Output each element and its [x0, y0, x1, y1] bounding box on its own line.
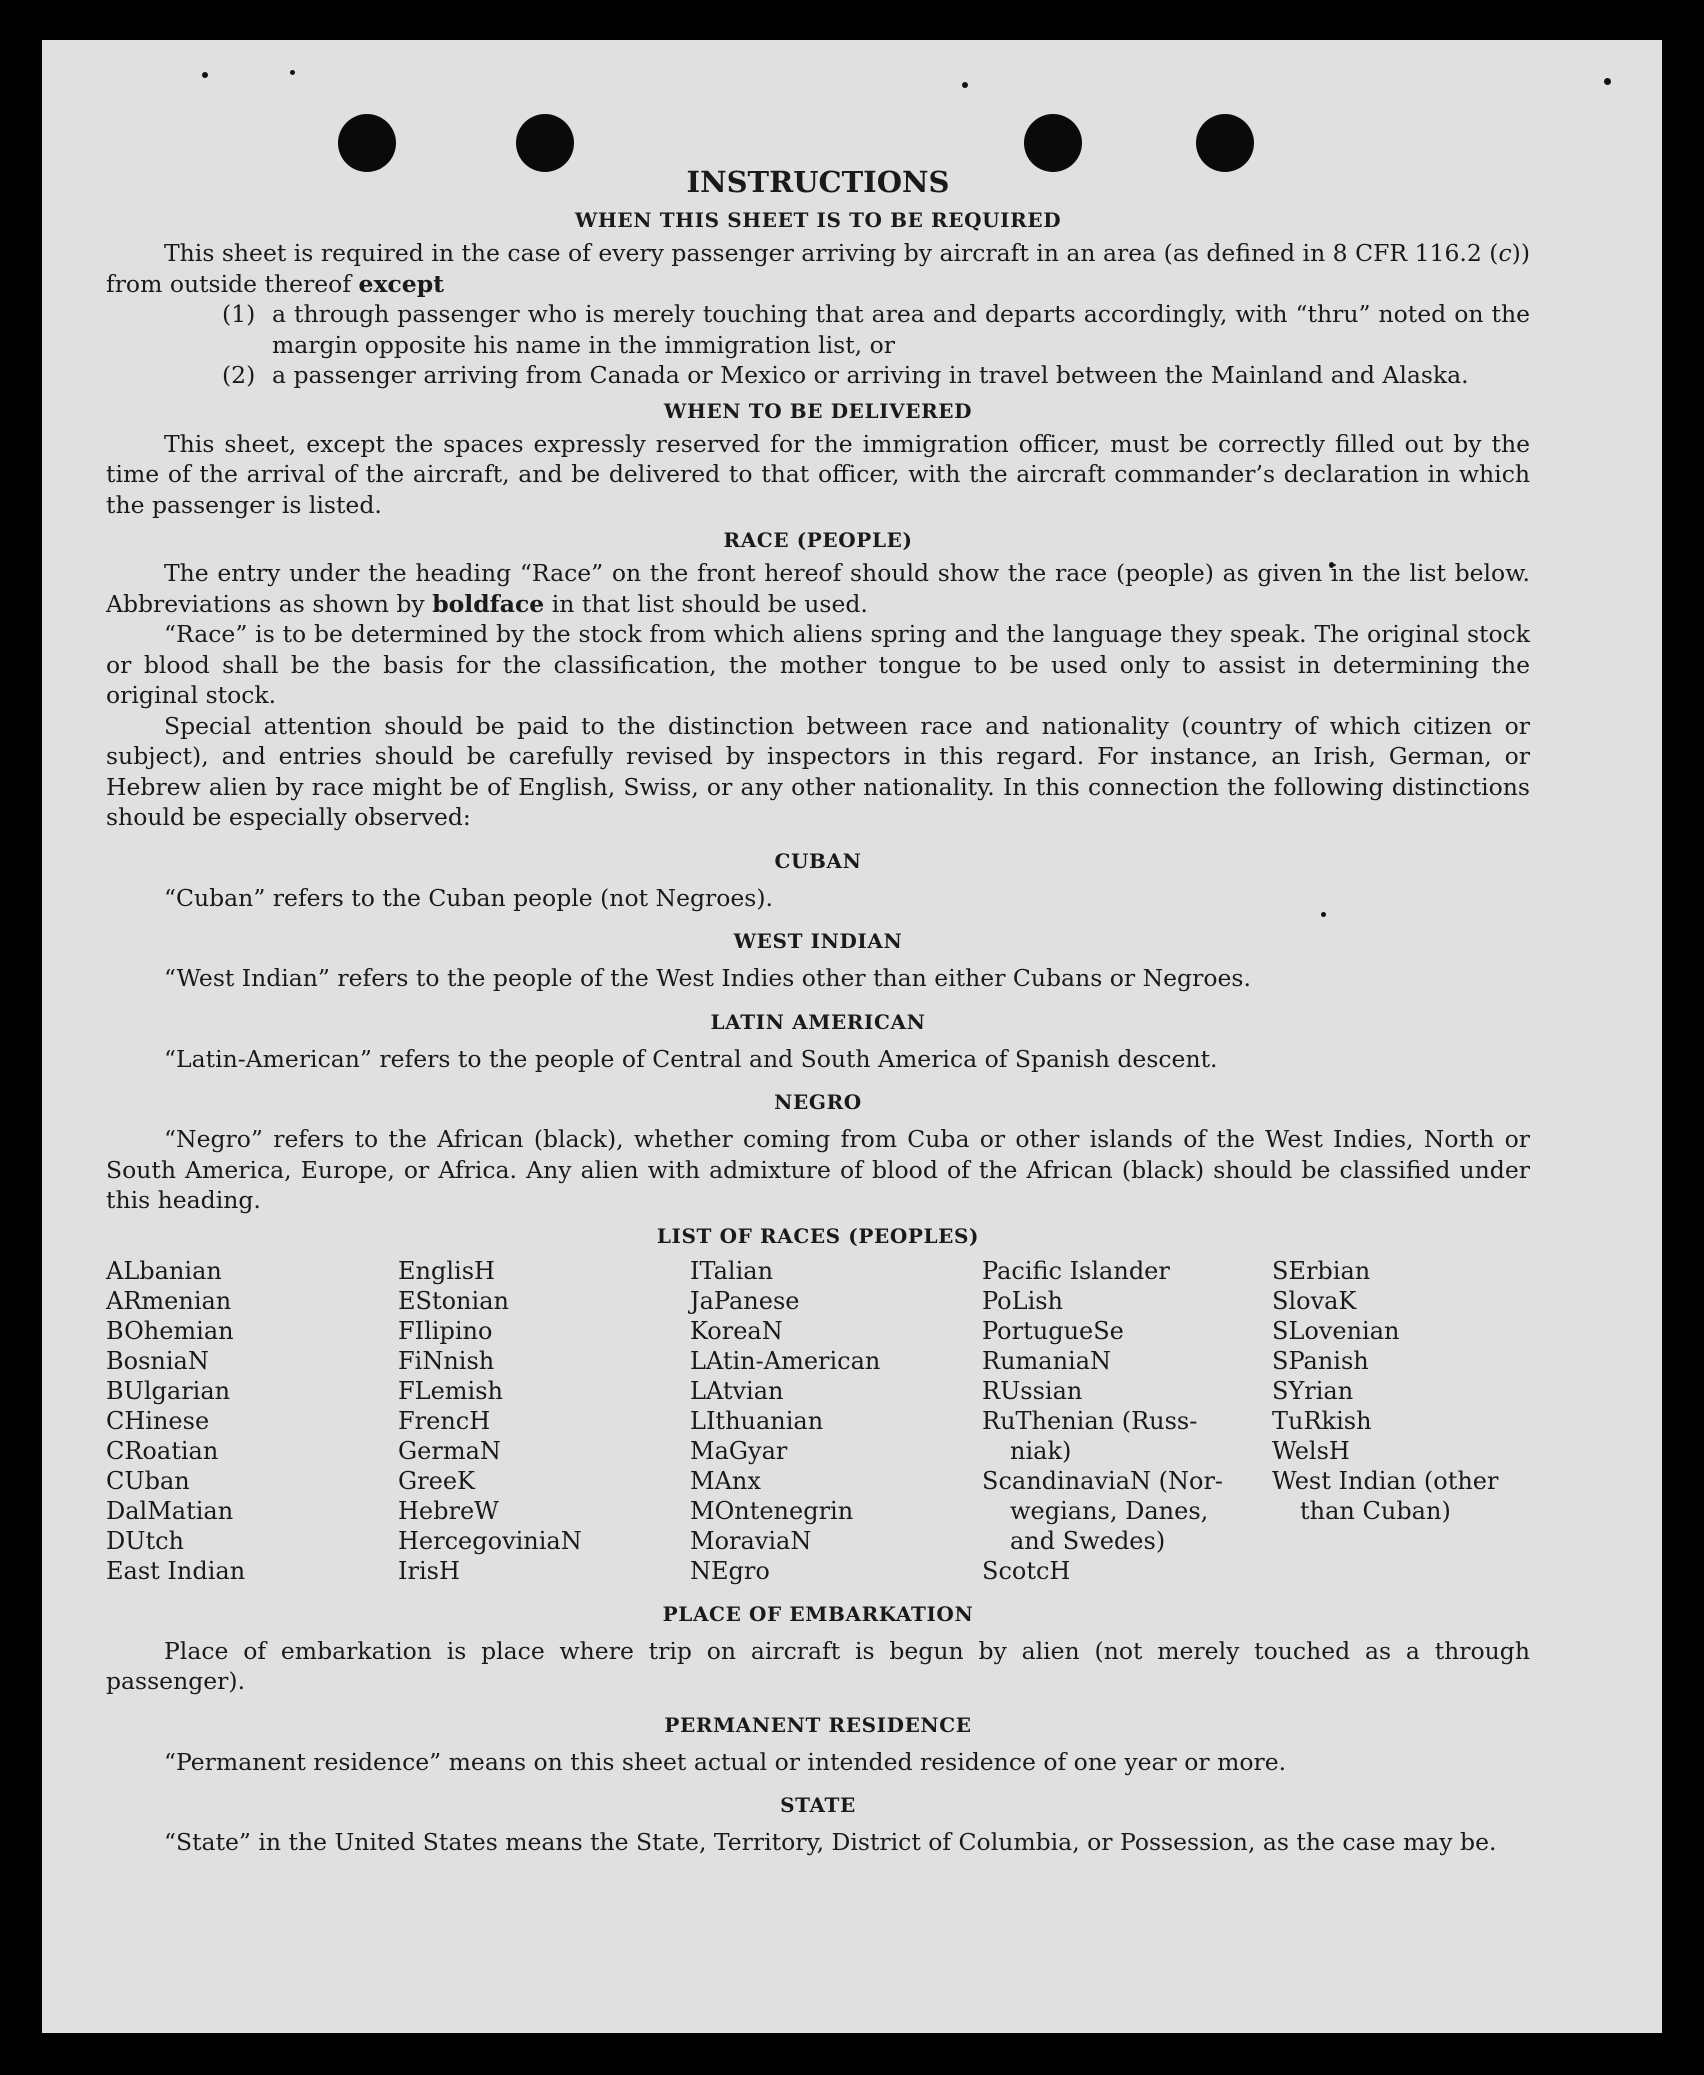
race-entry-continued: and Swedes) [1010, 1526, 1166, 1555]
race-entry: NEgro [690, 1556, 770, 1585]
section-heading-embarkation: PLACE OF EMBARKATION [662, 1601, 974, 1626]
race-entry: BosniaN [106, 1346, 209, 1375]
race-entry: ARmenian [106, 1286, 232, 1315]
section-heading-required: WHEN THIS SHEET IS TO BE REQUIRED [574, 208, 1062, 232]
race-entry: DUtch [106, 1526, 185, 1555]
section-heading-residence: PERMANENT RESIDENCE [664, 1712, 972, 1737]
delivered-text: This sheet, except the spaces expressly reserved for the immigration officer, must be correctly filled out by the time of the arrival of the aircraft, and be delivered to that officer, with the aircraft commander’s declaration in which the passenger is listed. [106, 429, 1530, 519]
race-entry: RuThenian (Russ- [982, 1406, 1198, 1435]
race-entry: LAtvian [690, 1376, 784, 1405]
race-entry: RUssian [982, 1376, 1083, 1405]
race-entry: EnglisH [398, 1256, 495, 1285]
race-entry: KoreaN [690, 1316, 783, 1345]
instructions-content [106, 164, 1530, 1858]
race-entry: IrisH [398, 1556, 460, 1585]
race-entry: DalMatian [106, 1496, 234, 1525]
section-heading-latin-american: LATIN AMERICAN [710, 1009, 926, 1034]
race-entry: GermaN [398, 1436, 501, 1465]
race-entry: LIthuanian [690, 1406, 824, 1435]
page-title: INSTRUCTIONS [686, 165, 950, 199]
race-entry: CHinese [106, 1406, 210, 1435]
race-entry: East Indian [106, 1556, 246, 1585]
races-column-5 [1272, 1256, 1522, 1586]
races-column-2 [398, 1256, 690, 1586]
section-heading-cuban: CUBAN [774, 848, 862, 873]
west-indian-text: “West Indian” refers to the people of the West Indies other than either Cubans or Negroes. [164, 964, 1251, 992]
race-entry: West Indian (other [1272, 1466, 1499, 1495]
race-entry: CUban [106, 1466, 190, 1495]
state-text: “State” in the United States means the State, Territory, District of Columbia, or Possession, as the case may be. [164, 1828, 1497, 1856]
races-column-1 [106, 1256, 398, 1586]
section-heading-list-of-races: LIST OF RACES (PEOPLES) [656, 1223, 980, 1248]
race-entry: SPanish [1272, 1346, 1369, 1375]
speck [202, 72, 208, 78]
race-entry: HercegoviniaN [398, 1526, 582, 1555]
race-entry: CRoatian [106, 1436, 219, 1465]
race-entry-continued: niak) [1010, 1436, 1072, 1465]
race-entry: FIlipino [398, 1316, 493, 1345]
race-entry: BUlgarian [106, 1376, 231, 1405]
race-entry: SErbian [1272, 1256, 1371, 1285]
race-entry: HebreW [398, 1496, 499, 1525]
race-entry: MaGyar [690, 1436, 788, 1465]
race-entry-continued: than Cuban) [1300, 1496, 1451, 1525]
race-entry: ITalian [690, 1256, 774, 1285]
section-heading-west-indian: WEST INDIAN [733, 929, 903, 953]
race-entry: SlovaK [1272, 1286, 1357, 1315]
race-entry: WelsH [1272, 1436, 1350, 1465]
latin-american-text: “Latin-American” refers to the people of Central and South America of Spanish descent. [164, 1044, 1218, 1073]
section-heading-state: STATE [780, 1793, 856, 1817]
race-entry: JaPanese [690, 1286, 800, 1315]
required-intro: This sheet is required in the case of every passenger arriving by aircraft in an area (as defined in 8 CFR 116.2 (c)) from outside thereof except [106, 239, 1530, 298]
speck [290, 70, 295, 75]
race-entry: MOntenegrin [690, 1496, 854, 1525]
race-entry: FiNnish [398, 1346, 495, 1375]
speck [1604, 78, 1611, 85]
race-entry: ALbanian [106, 1256, 222, 1285]
race-entry: ScandinaviaN (Nor- [982, 1466, 1224, 1495]
race-entry: SLovenian [1272, 1316, 1400, 1345]
race-entry: FrencH [398, 1406, 491, 1435]
race-paragraph-3: Special attention should be paid to the distinction between race and nationality (country of which citizen or subject), and entries should be carefully revised by inspectors in this regard. For instance, an Irish, German, or Hebrew alien by race might be of English, Swiss, or any other nationality. In this connection the following distinctions should be especially observed: [106, 711, 1530, 831]
section-heading-negro: NEGRO [774, 1090, 862, 1114]
race-entry: RumaniaN [982, 1346, 1112, 1375]
race-entry: ScotcH [982, 1556, 1071, 1585]
race-entry: Pacific Islander [982, 1256, 1170, 1285]
speck [962, 82, 968, 88]
section-heading-delivered: WHEN TO BE DELIVERED [663, 398, 973, 423]
race-entry: MAnx [690, 1466, 761, 1495]
race-entry: LAtin-American [690, 1346, 881, 1375]
negro-text: “Negro” refers to the African (black), whether coming from Cuba or other islands of the West Indies, North or South America, Europe, or Africa. Any alien with admixture of blood of the African (black) should be classified under this heading. [106, 1125, 1530, 1214]
embarkation-text: Place of embarkation is place where trip on aircraft is begun by alien (not merely touched as a through passenger). [106, 1636, 1530, 1695]
race-entry: BOhemian [106, 1316, 234, 1345]
races-list [106, 1256, 1530, 1586]
cuban-text: “Cuban” refers to the Cuban people (not Negroes). [164, 883, 774, 912]
race-entry: SYrian [1272, 1376, 1354, 1405]
residence-text: “Permanent residence” means on this sheet actual or intended residence of one year or more. [164, 1747, 1287, 1776]
races-column-4 [982, 1256, 1272, 1586]
race-paragraph-1: The entry under the heading “Race” on the front hereof should show the race (people) as given in the list below. Abbreviations as shown by boldface in that list should be used. [106, 559, 1530, 618]
race-entry: MoraviaN [690, 1526, 812, 1555]
race-entry-continued: wegians, Danes, [1010, 1496, 1209, 1525]
race-paragraph-2: “Race” is to be determined by the stock from which aliens spring and the language they speak. The original stock or blood shall be the basis for the classification, the mother tongue to be used only to assist in determining the original stock. [106, 620, 1530, 709]
race-entry: TuRkish [1272, 1406, 1372, 1435]
races-column-3 [690, 1256, 982, 1586]
required-item-1: (1) a through passenger who is merely touching that area and departs accordingly, with “thru” noted on the margin opposite his name in the immigration list, or [222, 300, 1530, 359]
required-item-2: (2) a passenger arriving from Canada or Mexico or arriving in travel between the Mainland and Alaska. [222, 361, 1469, 389]
race-entry: GreeK [398, 1466, 475, 1495]
race-entry: EStonian [398, 1286, 509, 1315]
section-heading-race: RACE (PEOPLE) [723, 528, 913, 552]
race-entry: FLemish [398, 1376, 503, 1405]
race-entry: PortugueSe [982, 1316, 1124, 1345]
race-entry: PoLish [982, 1286, 1064, 1315]
